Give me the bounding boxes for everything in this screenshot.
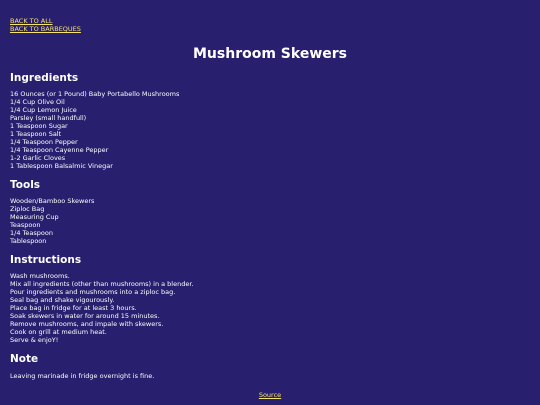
- tool-item: Wooden/Bamboo Skewers: [10, 197, 95, 205]
- tools-list: [10, 197, 530, 245]
- instruction-item: Cook on grill at medium heat.: [10, 328, 107, 336]
- tool-item: Ziploc Bag: [10, 205, 45, 213]
- tool-item: Tablespoon: [10, 237, 47, 245]
- instruction-item: Wash mushrooms.: [10, 272, 70, 280]
- instruction-item: Serve & enjoY!: [10, 336, 59, 344]
- tool-item: Measuring Cup: [10, 213, 59, 221]
- recipe-page: [10, 17, 530, 380]
- instruction-item: Place bag in fridge for at least 3 hours.: [10, 304, 137, 312]
- ingredient-item: 1/4 Cup Olive Oil: [10, 98, 65, 106]
- instruction-item: Mix all ingredients (other than mushrooms) in a blender.: [10, 280, 194, 288]
- back-to-all-link[interactable]: BACK TO ALL: [10, 17, 53, 25]
- instruction-item: Soak skewers in water for around 15 minutes.: [10, 312, 160, 320]
- note-heading: Note: [10, 353, 39, 365]
- ingredient-item: 1-2 Garlic Cloves: [10, 154, 66, 162]
- instruction-item: Seal bag and shake vigourously.: [10, 296, 115, 304]
- tool-item: Teaspoon: [10, 221, 41, 229]
- ingredient-item: 1/4 Cup Lemon Juice: [10, 106, 77, 114]
- ingredient-item: 1/4 Teaspoon Cayenne Pepper: [10, 146, 109, 154]
- ingredient-item: 1/4 Teaspoon Pepper: [10, 138, 78, 146]
- source-footer: [0, 391, 540, 399]
- ingredient-item: Parsley (small handfull): [10, 114, 87, 122]
- ingredients-list: [10, 90, 530, 170]
- ingredient-item: 16 Ounces (or 1 Pound) Baby Portabello Mushrooms: [10, 90, 180, 98]
- instructions-heading: Instructions: [10, 254, 82, 266]
- instructions-list: [10, 272, 530, 344]
- source-link[interactable]: Source: [258, 391, 282, 399]
- note-item: Leaving marinade in fridge overnight is fine.: [10, 372, 155, 380]
- instruction-item: Remove mushrooms, and impale with skewers.: [10, 320, 164, 328]
- page-title: Mushroom Skewers: [193, 46, 347, 62]
- instruction-item: Pour ingredients and mushrooms into a ziploc bag.: [10, 288, 176, 296]
- tools-heading: Tools: [10, 179, 41, 191]
- back-to-barbeques-link[interactable]: BACK TO BARBEQUES: [10, 25, 81, 33]
- ingredient-item: 1 Tablespoon Balsalmic Vinegar: [10, 162, 113, 170]
- ingredients-heading: Ingredients: [10, 72, 79, 84]
- note-list: [10, 372, 530, 380]
- tool-item: 1/4 Teaspoon: [10, 229, 53, 237]
- ingredient-item: 1 Teaspoon Sugar: [10, 122, 68, 130]
- ingredient-item: 1 Teaspoon Salt: [10, 130, 62, 138]
